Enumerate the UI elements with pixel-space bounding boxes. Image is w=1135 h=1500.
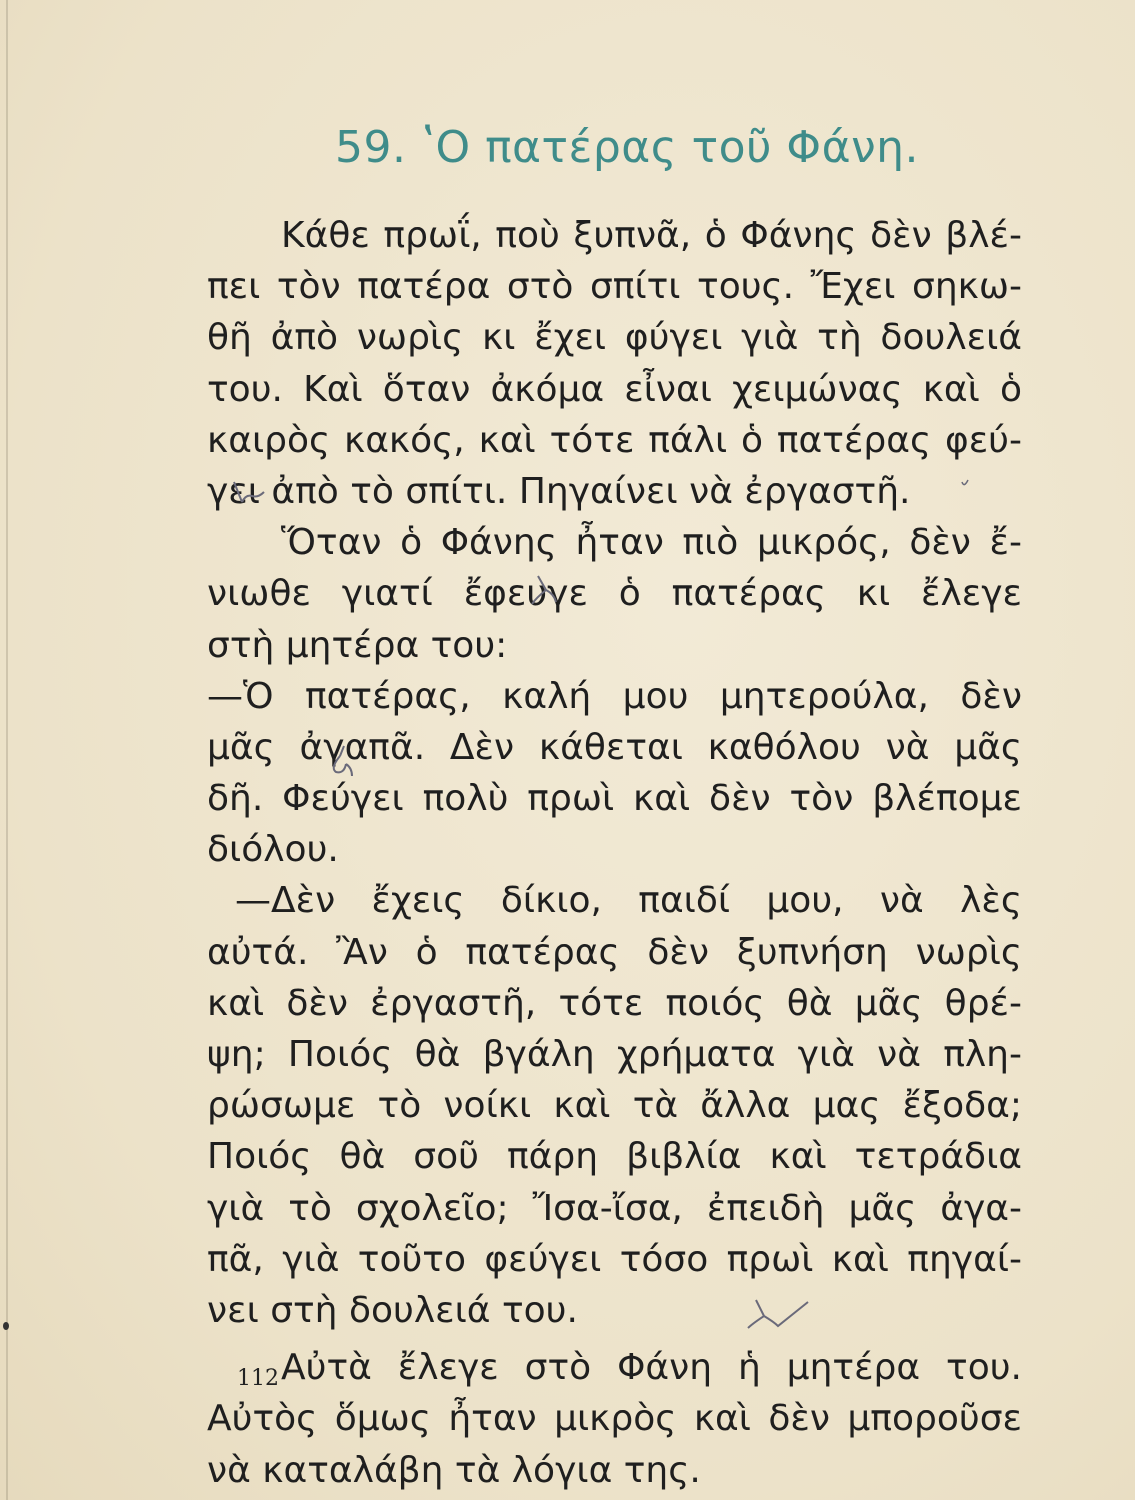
text-line: Αὐτὰ ἔλεγε στὸ Φάνη ἡ μητέρα του. xyxy=(281,1347,1022,1389)
text-line: πει τὸν πατέρα στὸ σπίτι τους. Ἔχει σηκω- xyxy=(207,266,1022,308)
text-line: αὐτά. Ἂν ὁ πατέρας δὲν ξυπνήση νωρὶς xyxy=(207,931,1022,973)
text-line: ρώσωμε τὸ νοίκι καὶ τὰ ἄλλα μας ἔξοδα; xyxy=(207,1085,1022,1127)
body-text xyxy=(207,210,1022,1496)
text-line: του. Καὶ ὅταν ἀκόμα εἶναι χειμώνας καὶ ὁ xyxy=(207,368,1022,410)
pencil-tick-icon xyxy=(958,474,972,494)
pencil-mark-icon xyxy=(528,572,568,608)
text-line: μᾶς ἀγαπᾶ. Δὲν κάθεται καθόλου νὰ μᾶς xyxy=(207,726,1022,768)
text-line: καιρὸς κακός, καὶ τότε πάλι ὁ πατέρας φεύ- xyxy=(207,419,1022,461)
text-line: πᾶ, γιὰ τοῦτο φεύγει τόσο πρωὶ καὶ πηγαί- xyxy=(207,1238,1022,1280)
text-line: στὴ μητέρα του: xyxy=(207,624,508,666)
text-line: διόλου. xyxy=(207,829,339,871)
pencil-mark-icon xyxy=(228,478,268,514)
text-line: νιωθε γιατί ἔφευγε ὁ πατέρας κι ἔλεγε xyxy=(207,573,1022,615)
text-line: —Ὁ πατέρας, καλή μου μητερούλα, δὲν xyxy=(207,675,1022,717)
text-line: δῆ. Φεύγει πολὺ πρωὶ καὶ δὲν τὸν βλέπομε xyxy=(207,778,1022,820)
text-line: —Δὲν ἔχεις δίκιο, παιδί μου, νὰ λὲς xyxy=(235,880,1022,922)
text-line: γει ἀπὸ τὸ σπίτι. Πηγαίνει νὰ ἐργαστῆ. xyxy=(207,470,911,512)
text-line: Αὐτὸς ὅμως ἦταν μικρὸς καὶ δὲν μποροῦσε xyxy=(207,1398,1022,1440)
text-line: Ὅταν ὁ Φάνης ἦταν πιὸ μικρός, δὲν ἔ- xyxy=(281,522,1022,564)
text-line: γιὰ τὸ σχολεῖο; Ἴσα-ἴσα, ἐπειδὴ μᾶς ἀγα- xyxy=(207,1187,1022,1229)
page-number: 112 xyxy=(237,1366,279,1391)
text-line: Ποιός θὰ σοῦ πάρη βιβλία καὶ τετράδια xyxy=(207,1136,1022,1178)
chapter-title: 59. ʽΟ πατέρας τοῦ Φάνη. xyxy=(335,122,920,173)
text-line: Κάθε πρωΐ, ποὺ ξυπνᾶ, ὁ Φάνης δὲν βλέ- xyxy=(281,215,1022,256)
page-edge xyxy=(6,0,8,1500)
text-line: καὶ δὲν ἐργαστῆ, τότε ποιός θὰ μᾶς θρέ- xyxy=(207,982,1022,1024)
text-line: θῆ ἀπὸ νωρὶς κι ἔχει φύγει γιὰ τὴ δουλειά xyxy=(207,317,1022,359)
text-line: ψη; Ποιός θὰ βγάλη χρήματα γιὰ νὰ πλη- xyxy=(207,1034,1022,1075)
text-line: νὰ καταλάβη τὰ λόγια της. xyxy=(207,1449,701,1491)
ink-blot xyxy=(3,1322,9,1330)
pencil-mark-icon xyxy=(326,744,366,780)
pencil-mark-icon xyxy=(744,1296,814,1332)
text-line: νει στὴ δουλειά του. xyxy=(207,1289,578,1331)
